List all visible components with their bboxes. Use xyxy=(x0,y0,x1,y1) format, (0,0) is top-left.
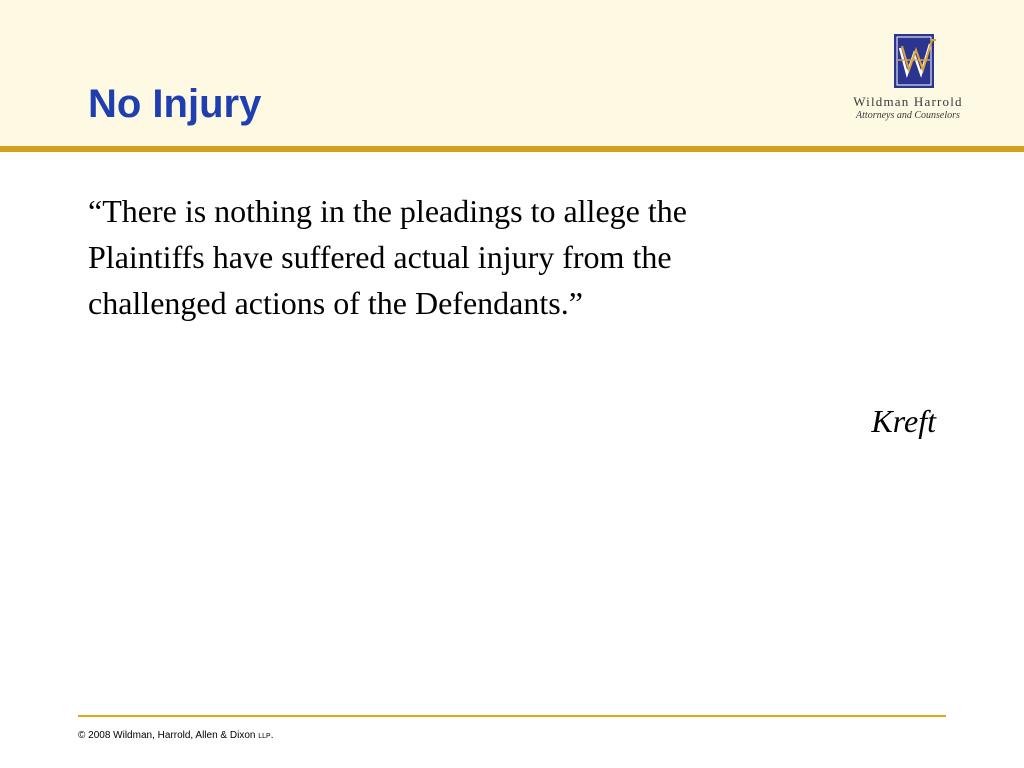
quote-line: “There is nothing in the pleadings to allege the xyxy=(88,193,687,229)
slide-title: No Injury xyxy=(88,82,262,126)
footer-copyright xyxy=(78,730,273,741)
quote-attribution: Kreft xyxy=(871,403,936,439)
firm-logo xyxy=(842,34,974,124)
logo-tagline: Attorneys and Counselors xyxy=(856,110,960,121)
wh-monogram-icon xyxy=(894,34,938,88)
copyright-suffix: LLP xyxy=(258,733,271,740)
copyright-text: © 2008 Wildman, Harrold, Allen & Dixon xyxy=(78,730,256,741)
logo-firm-name: Wildman Harrold xyxy=(853,94,963,109)
copyright-end: . xyxy=(270,730,274,741)
header-divider xyxy=(0,146,1024,152)
footer-divider xyxy=(78,715,946,717)
quote-line: Plaintiffs have suffered actual injury from the xyxy=(88,239,672,275)
quote-text xyxy=(88,188,868,326)
quote-line: challenged actions of the Defendants.” xyxy=(88,285,583,321)
